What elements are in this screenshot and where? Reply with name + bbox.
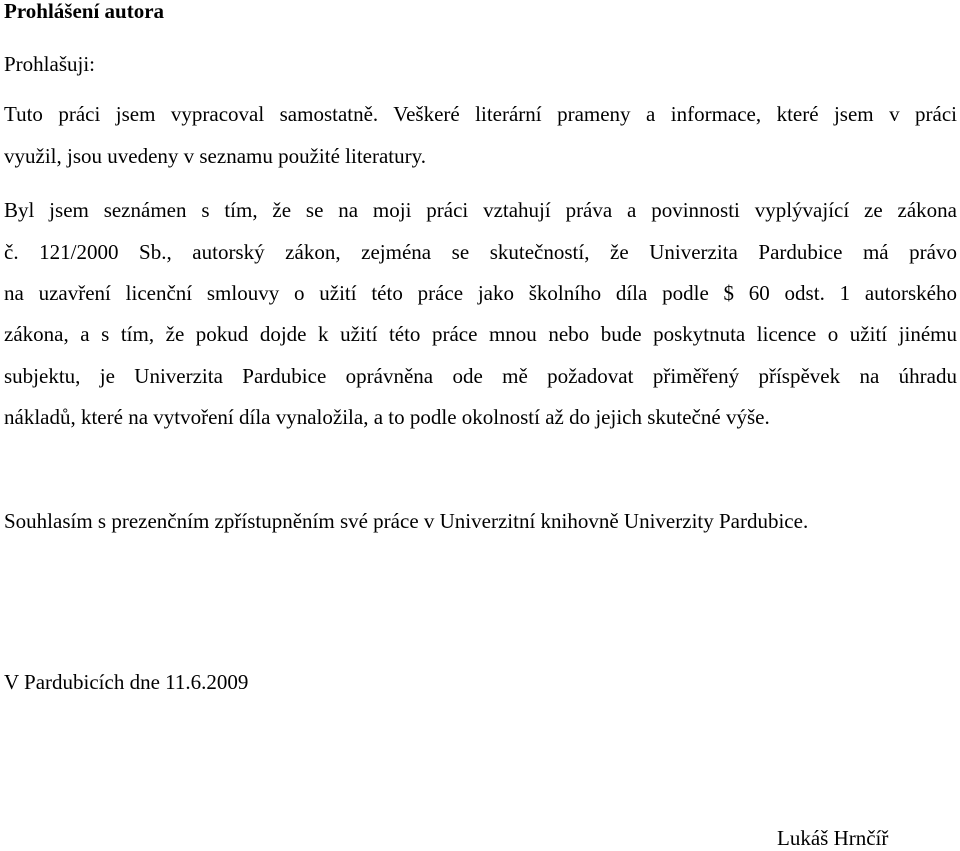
paragraph-line: č. 121/2000 Sb., autorský zákon, zejména se skutečností, že Univerzita Pardubice má právo bbox=[4, 240, 957, 264]
paragraph-line: na uzavření licenční smlouvy o užití této práce jako školního díla podle $ 60 odst. 1 autorského bbox=[4, 281, 957, 305]
document-heading: Prohlášení autora bbox=[4, 0, 165, 23]
declare-label: Prohlašuji: bbox=[4, 52, 96, 76]
author-signature: Lukáš Hrnčíř bbox=[777, 826, 889, 850]
paragraph-line: Tuto práci jsem vypracoval samostatně. Veškeré literární prameny a informace, které jsem v práci bbox=[4, 102, 957, 126]
paragraph-line: nákladů, které na vytvoření díla vynaložila, a to podle okolností až do jejich skutečné výše. bbox=[4, 405, 770, 429]
paragraph-line: zákona, a s tím, že pokud dojde k užití této práce mnou nebo bude poskytnuta licence o užití jinému bbox=[4, 322, 957, 346]
paragraph-line: využil, jsou uvedeny v seznamu použité literatury. bbox=[4, 144, 427, 168]
paragraph-line: Byl jsem seznámen s tím, že se na moji práci vztahují práva a povinnosti vyplývající ze zákona bbox=[4, 198, 957, 222]
place-date: V Pardubicích dne 11.6.2009 bbox=[4, 670, 249, 694]
paragraph-line: subjektu, je Univerzita Pardubice oprávněna ode mě požadovat přiměřený příspěvek na úhradu bbox=[4, 364, 957, 388]
consent-statement: Souhlasím s prezenčním zpřístupněním své práce v Univerzitní knihovně Univerzity Pardubice. bbox=[4, 509, 809, 533]
